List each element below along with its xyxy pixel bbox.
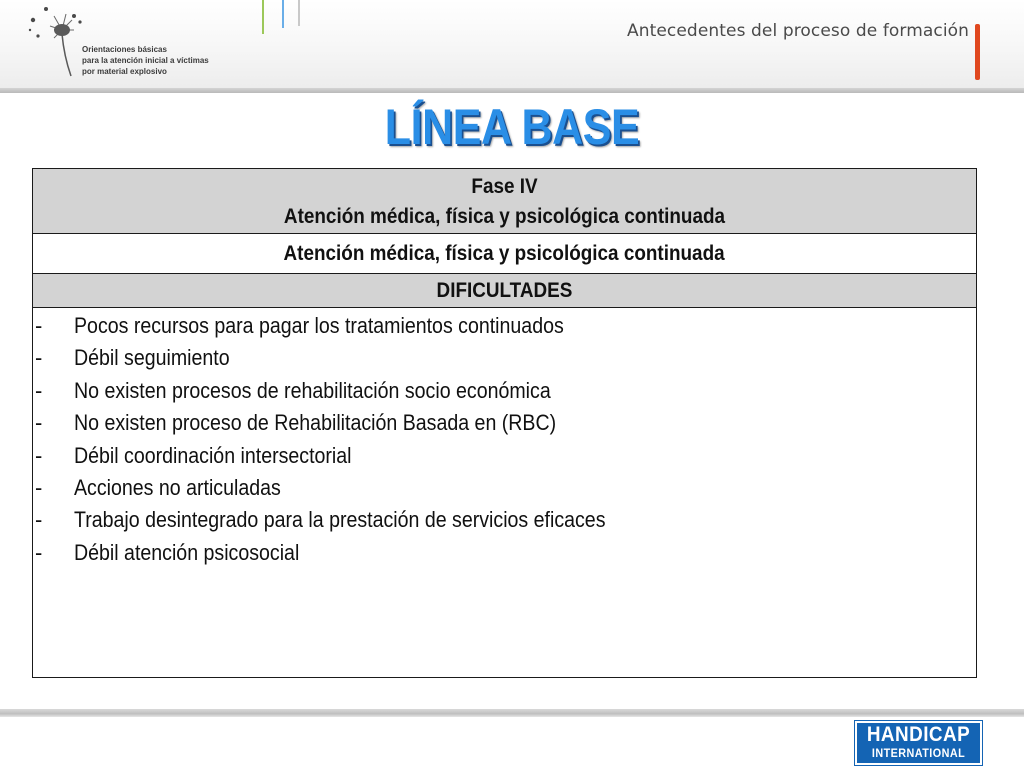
- list-item: [33, 440, 976, 472]
- list-item-text: Trabajo desintegrado para la prestación de servicios eficaces: [74, 507, 606, 533]
- decorative-line-green: [262, 0, 264, 34]
- slide-title: LÍNEA BASE: [384, 99, 640, 155]
- logo-line-3: por material explosivo: [82, 67, 167, 76]
- bullet-dash: -: [35, 313, 43, 338]
- logo-text: [82, 44, 222, 77]
- logo-line-1: Orientaciones básicas: [82, 45, 167, 54]
- bullet-dash: -: [35, 539, 43, 565]
- bullet-dash: -: [35, 474, 43, 500]
- list-item: [33, 375, 976, 407]
- list-item: [33, 342, 976, 374]
- list-item-text: Pocos recursos para pagar los tratamientos continuados: [74, 313, 564, 338]
- list-item-text: No existen proceso de Rehabilitación Basada en (RBC): [74, 410, 557, 436]
- list-item-text: No existen procesos de rehabilitación socio económica: [74, 377, 551, 403]
- logo-line-2: para la atención inicial a víctimas: [82, 56, 209, 65]
- list-item-text: Débil seguimiento: [74, 345, 230, 371]
- difficulties-label: DIFICULTADES: [436, 279, 573, 302]
- phase-subtitle: Atención médica, física y psicológica continuada: [283, 205, 726, 228]
- section-title: Antecedentes del proceso de formación: [627, 21, 970, 41]
- list-item: [33, 310, 976, 342]
- phase-header-row: [33, 169, 976, 234]
- logo-word-international: INTERNATIONAL: [871, 746, 966, 760]
- list-item: [33, 407, 976, 439]
- baseline-table: [32, 168, 977, 678]
- footer-divider: [0, 709, 1024, 717]
- difficulties-header-row: [33, 274, 976, 308]
- list-item: [33, 537, 976, 569]
- bullet-dash: -: [35, 410, 43, 436]
- bullet-dash: -: [35, 377, 43, 403]
- bullet-dash: -: [35, 442, 43, 468]
- list-item: [33, 504, 976, 536]
- list-item: [33, 472, 976, 504]
- bullet-dash: -: [35, 345, 43, 371]
- decorative-line-blue: [282, 0, 284, 28]
- phase-label: Fase IV: [471, 175, 538, 198]
- list-item-text: Acciones no articuladas: [74, 474, 281, 500]
- section-row: [33, 234, 976, 274]
- handicap-international-logo: [855, 721, 982, 765]
- bullet-dash: -: [35, 507, 43, 533]
- slide-header: [0, 0, 1024, 90]
- section-label: Atención médica, física y psicológica continuada: [283, 242, 726, 265]
- list-item-text: Débil coordinación intersectorial: [74, 442, 352, 468]
- difficulties-list: [33, 310, 976, 569]
- decorative-line-gray: [298, 0, 300, 26]
- header-accent-bar: [975, 24, 980, 80]
- header-divider: [0, 88, 1024, 93]
- list-item-text: Débil atención psicosocial: [74, 539, 300, 565]
- logo-word-handicap: HANDICAP: [866, 723, 971, 746]
- dandelion-logo-icon: [24, 4, 88, 78]
